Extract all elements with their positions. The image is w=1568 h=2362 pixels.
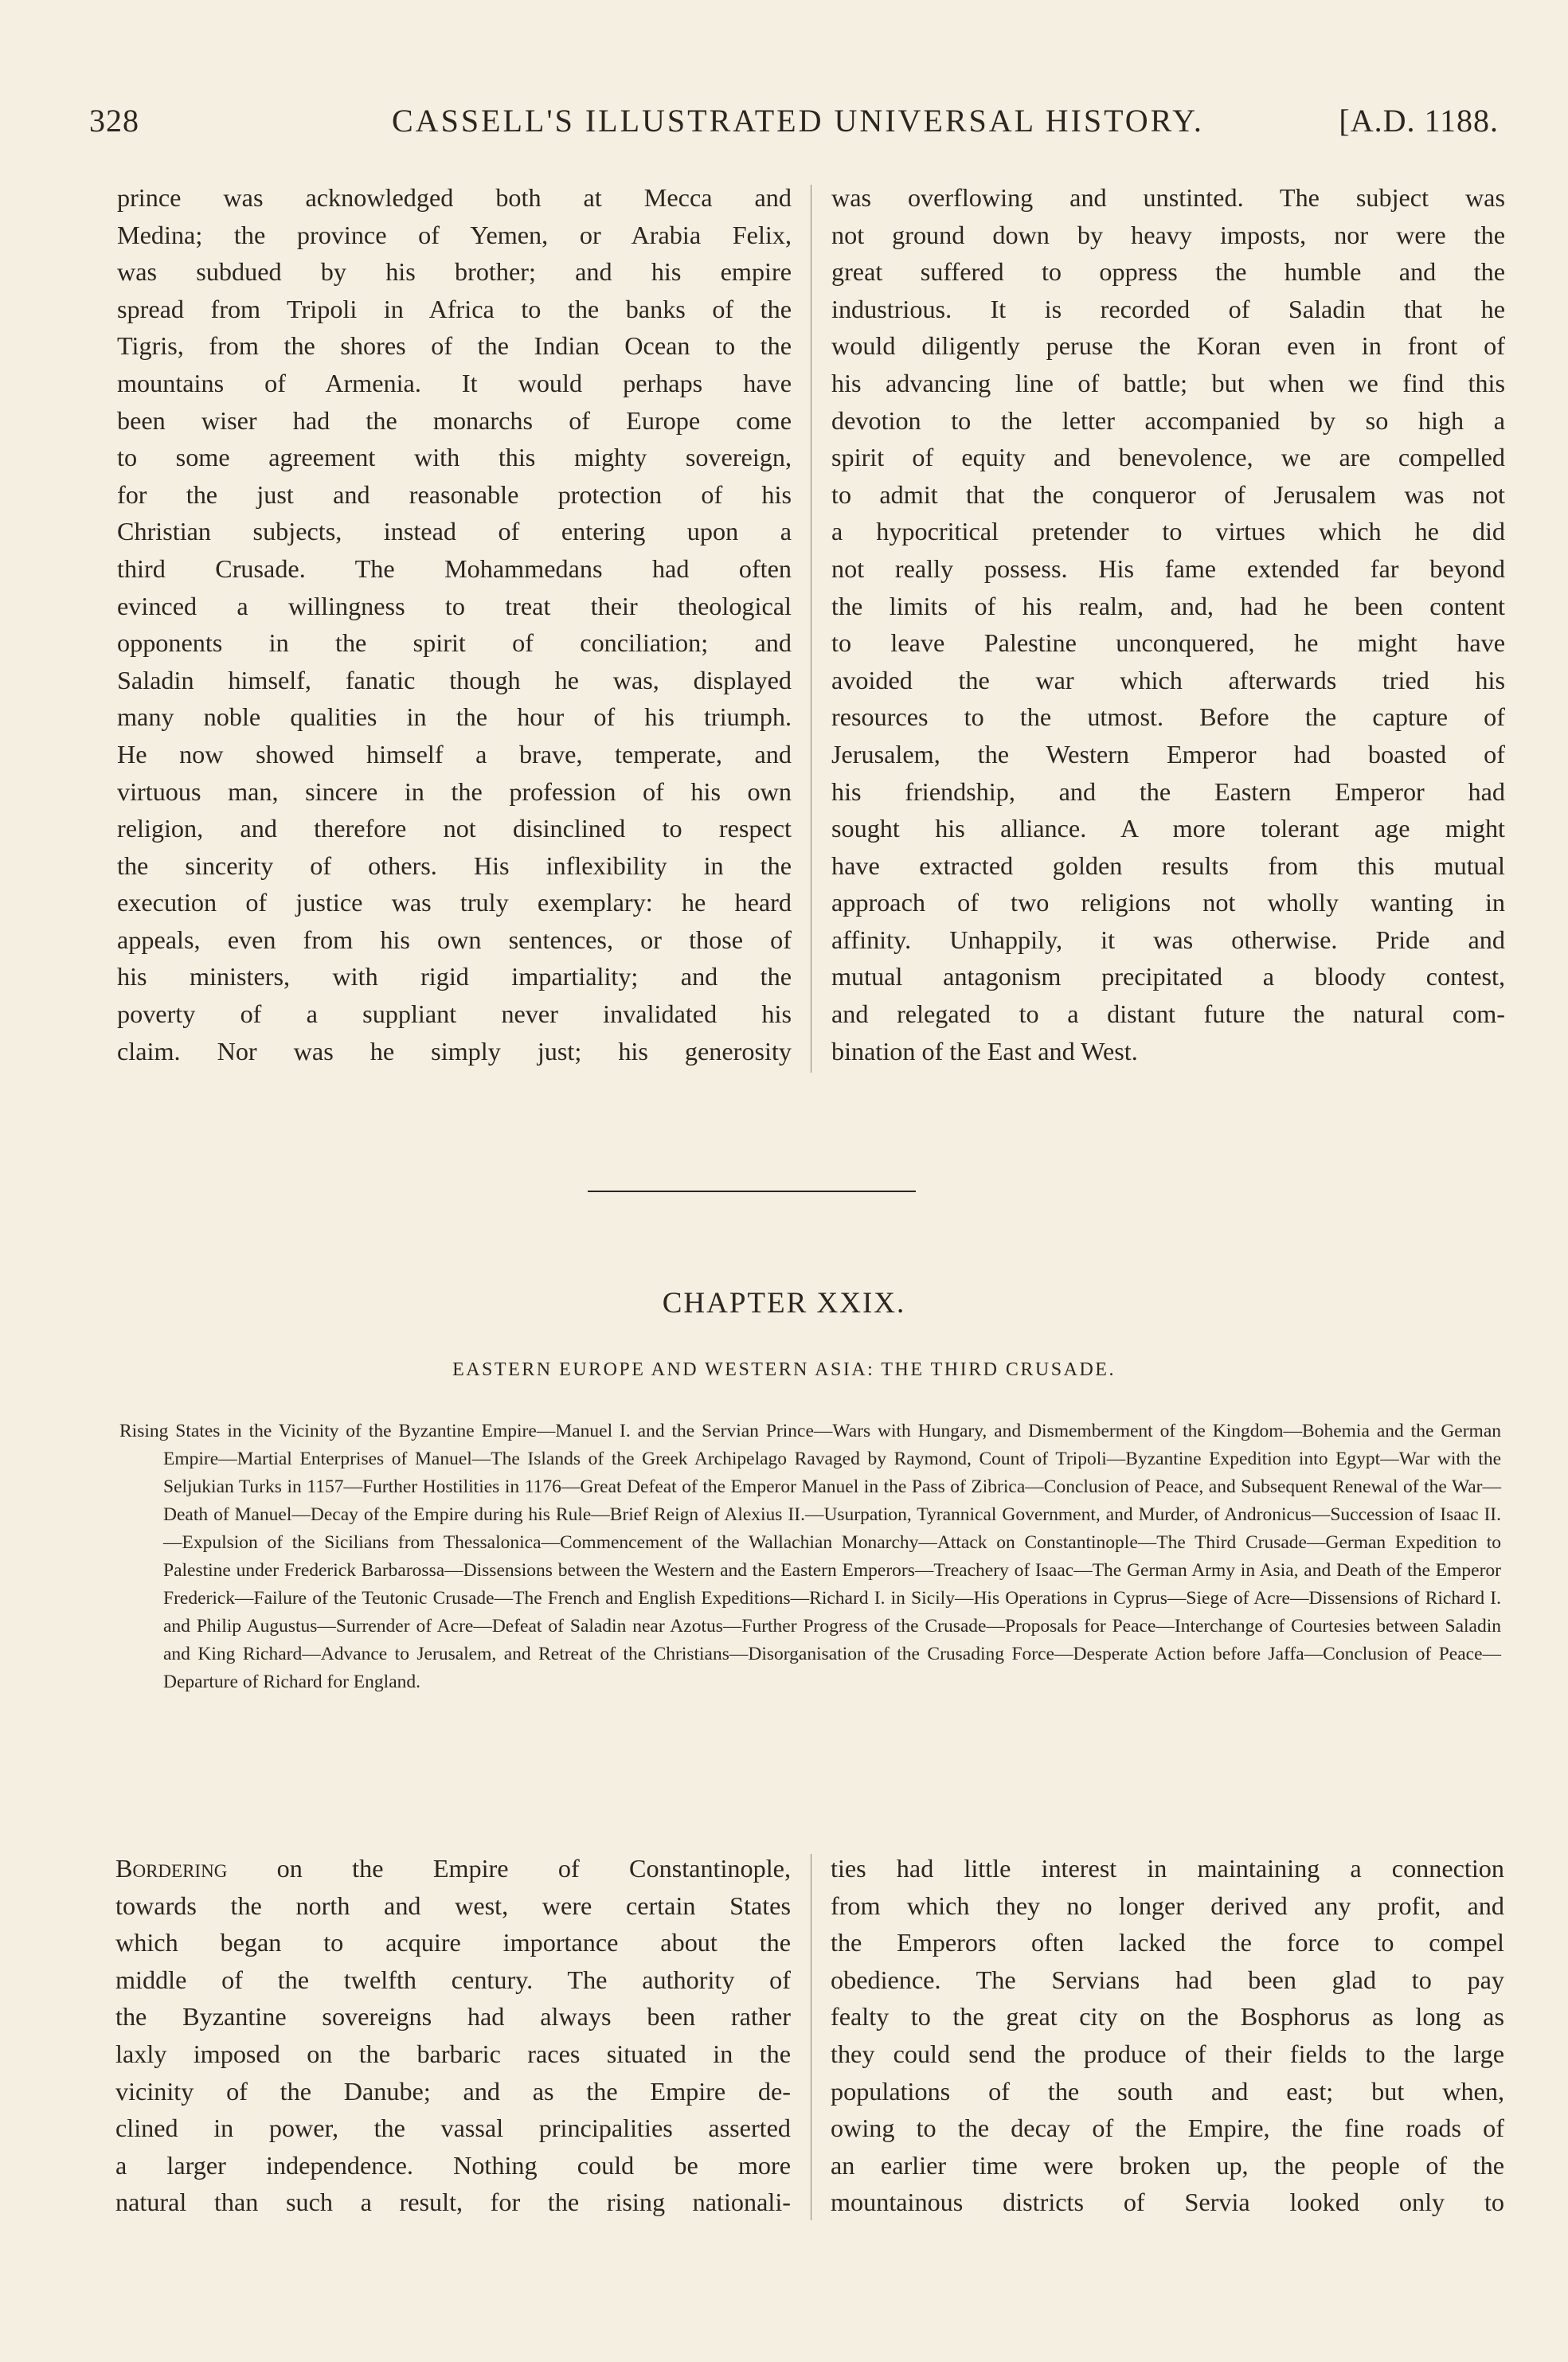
text-line: natural than such a result, for the rising nationali- — [115, 2188, 791, 2217]
text-line: middle of the twelfth century. The authority of — [115, 1965, 791, 1994]
running-title: CASSELL'S ILLUSTRATED UNIVERSAL HISTORY. — [392, 103, 1204, 139]
text-line: from which they no longer derived any profit, and — [831, 1891, 1504, 1920]
text-line: virtuous man, sincere in the profession of his own — [117, 776, 792, 806]
text-line: obedience. The Servians had been glad to pay — [831, 1965, 1504, 1994]
text-line: the Byzantine sovereigns had always been rather — [115, 2002, 791, 2032]
header-date: [A.D. 1188. — [1339, 103, 1499, 139]
text-line: an earlier time were broken up, the people of the — [831, 2150, 1504, 2180]
text-line: He now showed himself a brave, temperate, and — [117, 739, 792, 768]
section-rule — [588, 1191, 916, 1192]
chapter-heading: CHAPTER XXIX. — [662, 1287, 906, 1320]
upper-right-column — [831, 179, 1505, 1070]
text-line: the Emperors often lacked the force to compel — [831, 1928, 1504, 1957]
text-line: evinced a willingness to treat their theological — [117, 591, 792, 620]
text-line: towards the north and west, were certain States — [115, 1891, 791, 1920]
text-line: Tigris, from the shores of the Indian Ocean to the — [117, 331, 792, 361]
text-line: mountains of Armenia. It would perhaps have — [117, 368, 792, 397]
text-line: the limits of his realm, and, had he been content — [831, 591, 1505, 620]
text-line: they could send the produce of their fields to the large — [831, 2039, 1504, 2068]
text-line: for the just and reasonable protection of his — [117, 479, 792, 509]
chapter-subtitle: EASTERN EUROPE AND WESTERN ASIA: THE THIRD CRUSADE. — [452, 1359, 1116, 1380]
text-line: was overflowing and unstinted. The subject was — [831, 183, 1505, 212]
text-line: laxly imposed on the barbaric races situated in the — [115, 2039, 791, 2068]
text-line: avoided the war which afterwards tried his — [831, 665, 1505, 694]
text-line: his friendship, and the Eastern Emperor had — [831, 776, 1505, 806]
text-line: approach of two religions not wholly wanting in — [831, 888, 1505, 917]
text-line: clined in power, the vassal principalities asserted — [115, 2114, 791, 2143]
text-line: owing to the decay of the Empire, the fine roads of — [831, 2114, 1504, 2143]
text-line: Christian subjects, instead of entering upon a — [117, 517, 792, 546]
text-line: the sincerity of others. His inflexibility in the — [117, 851, 792, 880]
text-line: to admit that the conqueror of Jerusalem was not — [831, 479, 1505, 509]
text-line: to some agreement with this mighty sovereign, — [117, 443, 792, 472]
text-line: devotion to the letter accompanied by so high a — [831, 405, 1505, 435]
synopsis-text: Rising States in the Vicinity of the Byzantine Empire—Manuel I. and the Servian Prince—Wars with Hungary, and Dismemberment of the Kingdom—Bohemia and the German Empire—Martial Enterprises of Manuel—The Islands of the Greek Archipelago Ravaged by Raymond, Count of Tripoli—Byzantine Expedition into Egypt—War with the Seljukian Turks in 1157—Further Hostilities in 1176—Great Defeat of the Emperor Manuel in the Pass of Zibrica—Conclusion of Peace, and Subsequent Renewal of the War—Death of Manuel—Decay of the Empire during his Rule—Brief Reign of Alexius II.—Usurpation, Tyrannical Government, and Murder, of Andronicus—Succession of Isaac II.—Expulsion of the Sicilians from Thessalonica—Commencement of the Wallachian Monarchy—Attack on Constantinople—The Third Crusade—German Expedition to Palestine under Frederick Barbarossa—Dissensions between the Western and the Eastern Emperors—Treachery of Isaac—The German Army in Asia, and Death of the Emperor Frederick—Failure of the Teutonic Crusade—The French and English Expeditions—Richard I. in Sicily—His Operations in Cyprus—Siege of Acre—Dissensions of Richard I. and Philip Augustus—Surrender of Acre—Defeat of Saladin near Azotus—Further Progress of the Crusade—Proposals for Peace—Interchange of Courtesies between Saladin and King Richard—Advance to Jerusalem, and Retreat of the Christians—Disorganisation of the Crusading Force—Desperate Action before Jaffa—Conclusion of Peace—Departure of Richard for England. — [119, 1421, 1501, 1692]
text-line: fealty to the great city on the Bosphorus as long as — [831, 2002, 1504, 2032]
page-number: 328 — [89, 103, 139, 139]
text-line: claim. Nor was he simply just; his generosity — [117, 1036, 792, 1066]
text-line: populations of the south and east; but when, — [831, 2076, 1504, 2106]
text-line: not really possess. His fame extended far beyond — [831, 553, 1505, 583]
text-line: many noble qualities in the hour of his triumph. — [117, 702, 792, 732]
text-line: great suffered to oppress the humble and the — [831, 257, 1505, 287]
text-line: affinity. Unhappily, it was otherwise. Pride and — [831, 925, 1505, 954]
text-line: would diligently peruse the Koran even in front of — [831, 331, 1505, 361]
text-line: his advancing line of battle; but when we find this — [831, 368, 1505, 397]
text-line: poverty of a suppliant never invalidated his — [117, 999, 792, 1029]
text-line: spread from Tripoli in Africa to the banks of the — [117, 294, 792, 323]
text-line: vicinity of the Danube; and as the Empire de- — [115, 2076, 791, 2106]
text-line: religion, and therefore not disinclined to respect — [117, 814, 792, 843]
text-line: third Crusade. The Mohammedans had often — [117, 553, 792, 583]
text-line: his ministers, with rigid impartiality; and the — [117, 962, 792, 991]
text-line: opponents in the spirit of conciliation; and — [117, 628, 792, 658]
text-line: spirit of equity and benevolence, we are compelled — [831, 443, 1505, 472]
lead-word: Bordering — [115, 1854, 228, 1883]
text-line: been wiser had the monarchs of Europe come — [117, 405, 792, 435]
upper-left-column — [117, 179, 792, 1070]
text-line: industrious. It is recorded of Saladin that he — [831, 294, 1505, 323]
chapter-synopsis — [119, 1418, 1501, 1696]
text-line: mutual antagonism precipitated a bloody contest, — [831, 962, 1505, 991]
text-line: Jerusalem, the Western Emperor had boasted of — [831, 739, 1505, 768]
text-line: execution of justice was truly exemplary: he heard — [117, 888, 792, 917]
text-line: Bordering on the Empire of Constantinople, — [115, 1854, 791, 1883]
text-line: ties had little interest in maintaining a connection — [831, 1854, 1504, 1883]
text-line: a larger independence. Nothing could be more — [115, 2150, 791, 2180]
text-line: was subdued by his brother; and his empire — [117, 257, 792, 287]
text-line: not ground down by heavy imposts, nor were the — [831, 220, 1505, 249]
text-line: prince was acknowledged both at Mecca and — [117, 183, 792, 212]
text-line: to leave Palestine unconquered, he might have — [831, 628, 1505, 658]
lower-left-column — [115, 1850, 791, 2221]
text-line: Saladin himself, fanatic though he was, displayed — [117, 665, 792, 694]
text-line: Medina; the province of Yemen, or Arabia Felix, — [117, 220, 792, 249]
text-line: resources to the utmost. Before the capture of — [831, 702, 1505, 732]
running-header — [89, 102, 1499, 150]
text-line: sought his alliance. A more tolerant age might — [831, 814, 1505, 843]
text-line: which began to acquire importance about the — [115, 1928, 791, 1957]
text-line: mountainous districts of Servia looked only to — [831, 2188, 1504, 2217]
text-line: bination of the East and West. — [831, 1036, 1138, 1066]
text-line: and relegated to a distant future the natural com- — [831, 999, 1505, 1029]
text-line: appeals, even from his own sentences, or those of — [117, 925, 792, 954]
text-line: a hypocritical pretender to virtues which he did — [831, 517, 1505, 546]
text-line: have extracted golden results from this mutual — [831, 851, 1505, 880]
lower-right-column — [831, 1850, 1504, 2221]
